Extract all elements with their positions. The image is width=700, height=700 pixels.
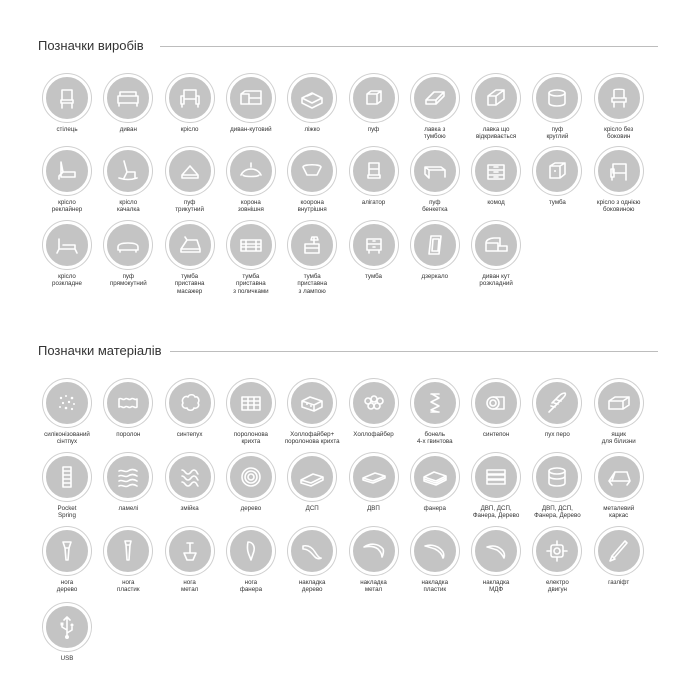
legend-item-label: поролон (116, 431, 141, 438)
plywood-icon (411, 453, 459, 501)
chipboard-icon (288, 453, 336, 501)
legend-item-label: ДСП (305, 505, 319, 512)
legend-item-label: тумба приставна з поличками (233, 273, 269, 295)
legend-item-label: стілець (56, 126, 78, 133)
legend-item (159, 147, 221, 214)
rocking-chair-icon (104, 147, 152, 195)
pocket-spring-icon (43, 453, 91, 501)
legend-item (343, 147, 405, 206)
recliner-icon (43, 147, 91, 195)
legend-item (159, 379, 221, 438)
legend-item (588, 527, 650, 586)
legend-item (404, 379, 466, 446)
legend-item-label: комод (487, 199, 505, 206)
legend-item-label: алігатор (361, 199, 386, 206)
legend-item (281, 221, 343, 295)
armchair-icon (166, 74, 214, 122)
legend-item (526, 453, 588, 520)
lamp-cabinet-icon (288, 221, 336, 269)
sintepon-roll-icon (472, 379, 520, 427)
legend-item-label: ліжко (304, 126, 320, 133)
legend-item-label: тумба (548, 199, 566, 206)
rect-pouf-icon (104, 221, 152, 269)
legend-item (343, 379, 405, 438)
legend-item (97, 147, 159, 214)
legend-item (36, 221, 98, 288)
inner-canopy-icon (288, 147, 336, 195)
banquet-pouf-icon (411, 147, 459, 195)
silicone-fiber-icon (43, 379, 91, 427)
plastic-leg-icon (104, 527, 152, 575)
legend-item (465, 147, 527, 206)
legend-item-label: нога дерево (56, 579, 78, 594)
electric-motor-icon (533, 527, 581, 575)
foam-icon (104, 379, 152, 427)
cabinet-cube-icon (533, 147, 581, 195)
legend-item-label: пуф прямокутний (109, 273, 147, 288)
legend-item-label: крісло (180, 126, 199, 133)
legend-item-label: ДВП, ДСП, Фанера, Дерево (472, 505, 520, 520)
bonnell-spring-icon (411, 379, 459, 427)
legend-item-label: синтепон (482, 431, 510, 438)
legend-item (36, 74, 98, 133)
wood-overlay-icon (288, 527, 336, 575)
legend-item (97, 221, 159, 288)
board-stack-icon (472, 453, 520, 501)
legend-item-label: ящик для білизни (601, 431, 636, 446)
materials-section-divider (170, 351, 658, 352)
legend-item (465, 453, 527, 520)
armless-chair-icon (595, 74, 643, 122)
legend-item-label: електро двигун (546, 579, 569, 594)
legend-item-label: силіконізований сінтпух (44, 431, 90, 446)
legend-item-label: лавка з тумбою (423, 126, 446, 141)
metal-overlay-icon (350, 527, 398, 575)
folding-corner-sofa-icon (472, 221, 520, 269)
legend-item (281, 527, 343, 594)
legend-item-label: змійка (180, 505, 199, 512)
legend-item (36, 379, 98, 446)
legend-item-label: дерево (240, 505, 262, 512)
legend-item-label: крісло розкладне (52, 273, 82, 288)
legend-item (220, 221, 282, 295)
legend-item (404, 74, 466, 141)
legend-item (526, 379, 588, 438)
legend-item-label: синтепух (176, 431, 203, 438)
legend-item-label: USB (60, 655, 74, 662)
legend-item-label: накладка метал (360, 579, 387, 594)
legend-item (404, 147, 466, 214)
corner-sofa-icon (227, 74, 275, 122)
round-pouf-icon (533, 74, 581, 122)
legend-item (465, 527, 527, 594)
legend-item (36, 147, 98, 214)
dresser-icon (472, 147, 520, 195)
legend-item-label: лавка що відкривається (475, 126, 517, 141)
legend-item (36, 453, 98, 520)
products-section-divider (160, 46, 658, 47)
legend-item-label: дзеркало (421, 273, 449, 280)
legend-item (281, 379, 343, 446)
legend-item-label: Холлофайбер+ поролонова крихта (284, 431, 340, 446)
legend-item (220, 453, 282, 512)
materials-section-title: Позначки матеріалів (38, 343, 162, 358)
legend-item (97, 379, 159, 438)
legend-item-label: крісло з однією боковиною (596, 199, 641, 214)
hollofiber-icon (350, 379, 398, 427)
legend-item (588, 453, 650, 520)
legend-item (159, 221, 221, 295)
legend-item (588, 147, 650, 214)
linen-box-icon (595, 379, 643, 427)
legend-item-label: крісло без боковин (604, 126, 634, 141)
bed-icon (288, 74, 336, 122)
hollofiber-foam-icon (288, 379, 336, 427)
legend-item-label: коорона внутрішня (297, 199, 327, 214)
legend-item (36, 603, 98, 662)
legend-item-label: накладка МДФ (482, 579, 510, 594)
legend-item (343, 527, 405, 594)
legend-item-label: крісло качалка (116, 199, 140, 214)
legend-item (159, 74, 221, 133)
legend-item-label: нога фанера (239, 579, 263, 594)
legend-item (220, 379, 282, 446)
legend-item-label: диван-кутовий (230, 126, 272, 133)
mdf-overlay-icon (472, 527, 520, 575)
one-arm-chair-icon (595, 147, 643, 195)
metal-frame-icon (595, 453, 643, 501)
gas-lift-icon (595, 527, 643, 575)
massage-cabinet-icon (166, 221, 214, 269)
legend-item (97, 527, 159, 594)
legend-item (343, 221, 405, 280)
wood-icon (227, 453, 275, 501)
legend-item (281, 147, 343, 214)
legend-item-label: пуф бенкетка (422, 199, 448, 214)
legend-item-label: диван (119, 126, 137, 133)
synthetic-down-icon (166, 379, 214, 427)
zigzag-spring-icon (166, 453, 214, 501)
legend-item (97, 74, 159, 133)
legend-item (159, 527, 221, 594)
outer-canopy-icon (227, 147, 275, 195)
wooden-leg-icon (43, 527, 91, 575)
legend-item-label: пуф круглий (546, 126, 569, 141)
legend-item-label: тумба приставна з лампою (297, 273, 328, 295)
mirror-icon (411, 221, 459, 269)
foam-crumb-icon (227, 379, 275, 427)
legend-item-label: ДВП (367, 505, 380, 512)
legend-item (281, 74, 343, 133)
legend-item-label: поролонова крихта (233, 431, 268, 446)
legend-item (220, 527, 282, 594)
pouf-cube-icon (350, 74, 398, 122)
legend-item (343, 453, 405, 512)
legend-item (588, 379, 650, 446)
legend-item-label: Pocket Spring (57, 505, 77, 520)
legend-item-label: фанера (423, 505, 446, 512)
plywood-leg-icon (227, 527, 275, 575)
plastic-overlay-icon (411, 527, 459, 575)
legend-item-label: пух перо (544, 431, 570, 438)
legend-item-label: бонель 4-х гвинтова (416, 431, 453, 446)
legend-item (465, 221, 527, 288)
legend-item-label: диван кут розкладний (479, 273, 513, 288)
sofa-icon (104, 74, 152, 122)
legend-item-label: пуф трикутний (175, 199, 204, 214)
legend-item-label: корона зовнішня (237, 199, 264, 214)
legend-item-label: ламелі (118, 505, 139, 512)
fiberboard-icon (350, 453, 398, 501)
legend-item (343, 74, 405, 133)
metal-leg-icon (166, 527, 214, 575)
legend-item-label: ДВП, ДСП, Фанера, Дерево (534, 505, 581, 520)
bench-cabinet-icon (411, 74, 459, 122)
legend-item-label: пуф (367, 126, 380, 133)
board-disc-icon (533, 453, 581, 501)
legend-item-label: Холлофайбер (353, 431, 394, 438)
legend-item-label: газліфт (608, 579, 630, 586)
alligator-chair-icon (350, 147, 398, 195)
legend-item-label: тумба приставна масажер (174, 273, 205, 295)
triangle-pouf-icon (166, 147, 214, 195)
legend-item-label: крісло реклайнер (51, 199, 83, 214)
legend-item (159, 453, 221, 512)
legend-item (404, 453, 466, 512)
legend-item-label: нога пластик (117, 579, 140, 594)
opening-bench-icon (472, 74, 520, 122)
legend-item (220, 74, 282, 133)
legend-item-label: нога метал (180, 579, 199, 594)
legend-item (526, 74, 588, 141)
legend-item (220, 147, 282, 214)
nightstand-icon (350, 221, 398, 269)
legend-item-label: накладка дерево (298, 579, 326, 594)
legend-item (36, 527, 98, 594)
slats-icon (104, 453, 152, 501)
legend-item (526, 527, 588, 594)
legend-item (465, 74, 527, 141)
products-section-title: Позначки виробів (38, 38, 144, 53)
legend-item-label: накладка пластик (421, 579, 449, 594)
legend-item (404, 221, 466, 280)
legend-item (588, 74, 650, 141)
legend-item-label: металевий каркас (603, 505, 635, 520)
legend-item (97, 453, 159, 512)
legend-item (281, 453, 343, 512)
usb-icon (43, 603, 91, 651)
legend-item (526, 147, 588, 206)
legend-item-label: тумба (365, 273, 382, 280)
feather-icon (533, 379, 581, 427)
legend-item (465, 379, 527, 438)
folding-chair-icon (43, 221, 91, 269)
legend-item (404, 527, 466, 594)
shelf-cabinet-icon (227, 221, 275, 269)
chair-icon (43, 74, 91, 122)
